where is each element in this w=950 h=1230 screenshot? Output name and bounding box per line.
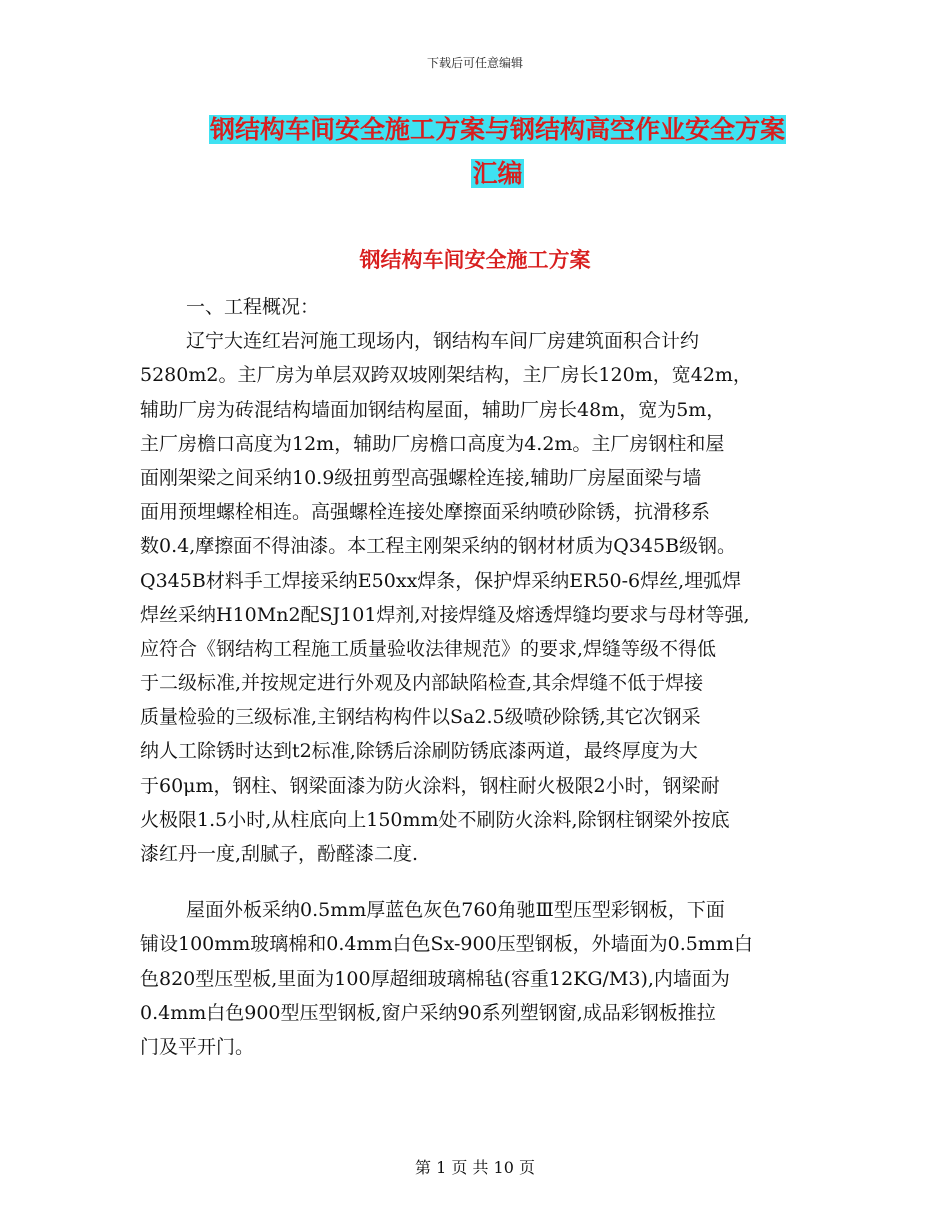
text-line: Q345B材料手工焊接采纳E50xx焊条，保护焊采纳ER50-6焊丝,埋弧焊 (140, 569, 742, 592)
text-line: 面用预埋螺栓相连。高强螺栓连接处摩擦面采纳喷砂除锈，抗滑移系 (140, 501, 711, 524)
text-line: 一、工程概况： (186, 296, 320, 318)
document-title-line-1 (190, 108, 805, 152)
paragraph-project-overview (140, 290, 820, 871)
body-text (140, 290, 820, 1064)
text-line: 门及平开门。 (140, 1035, 255, 1058)
text-line: 辽宁大连红岩河施工现场内，钢结构车间厂房建筑面积合计约 (186, 330, 700, 353)
section-title: 钢结构车间安全施工方案 (359, 248, 591, 272)
document-title-line-2 (190, 152, 805, 196)
title-highlight-2: 汇编 (472, 159, 523, 188)
page-footer: 第 1 页 共 10 页 (415, 1158, 535, 1177)
text-line: 辅助厂房为砖混结构墙面加钢结构屋面，辅助厂房长48m，宽为5m， (140, 398, 726, 421)
paragraph-gap (140, 871, 820, 893)
text-line: 0.4mm白色900型压型钢板,窗户采纳90系列塑钢窗,成品彩钢板推拉 (140, 1001, 716, 1024)
paragraph-roof-and-walls (140, 893, 820, 1064)
text-line: 5280m2。主厂房为单层双跨双坡刚架结构，主厂房长120m，宽42m， (140, 364, 752, 387)
page-header: 下载后可任意编辑 (426, 56, 523, 70)
text-line: 色820型压型板,里面为100厚超细玻璃棉毡(容重12KG/M3),内墙面为 (140, 967, 730, 990)
text-line: 漆红丹一度,刮腻子，酚醛漆二度. (140, 843, 419, 865)
text-line: 铺设100mm玻璃棉和0.4mm白色Sx-900压型钢板，外墙面为0.5mm白 (140, 933, 753, 956)
text-line: 质量检验的三级标准,主钢结构构件以Sa2.5级喷砂除锈,其它次钢采 (140, 706, 701, 729)
text-line: 主厂房檐口高度为12m，辅助厂房檐口高度为4.2m。主厂房钢柱和屋 (140, 432, 725, 455)
text-line: 面刚架梁之间采纳10.9级扭剪型高强螺栓连接,辅助厂房屋面梁与墙 (140, 466, 702, 489)
text-line: 火极限1.5小时,从柱底向上150mm处不刷防火涂料,除钢柱钢梁外按底 (140, 808, 730, 831)
title-highlight-1: 钢结构车间安全施工方案与钢结构高空作业安全方案 (209, 115, 785, 144)
text-line: 于二级标准,并按规定进行外观及内部缺陷检查,其余焊缝不低于焊接 (140, 672, 704, 695)
text-line: 焊丝采纳H10Mn2配SJ101焊剂,对接焊缝及熔透焊缝均要求与母材等强, (140, 603, 750, 626)
text-line: 数0.4,摩擦面不得油漆。本工程主刚架采纳的钢材材质为Q345B级钢。 (140, 535, 737, 558)
text-line: 于60μm，钢柱、钢梁面漆为防火涂料，钢柱耐火极限2小时，钢梁耐 (140, 774, 720, 797)
text-line: 应符合《钢结构工程施工质量验收法律规范》的要求,焊缝等级不得低 (140, 637, 717, 660)
text-line: 纳人工除锈时达到t2标准,除锈后涂刷防锈底漆两道，最终厚度为大 (140, 740, 698, 763)
text-line: 屋面外板采纳0.5mm厚蓝色灰色760角驰Ⅲ型压型彩钢板，下面 (186, 899, 725, 922)
